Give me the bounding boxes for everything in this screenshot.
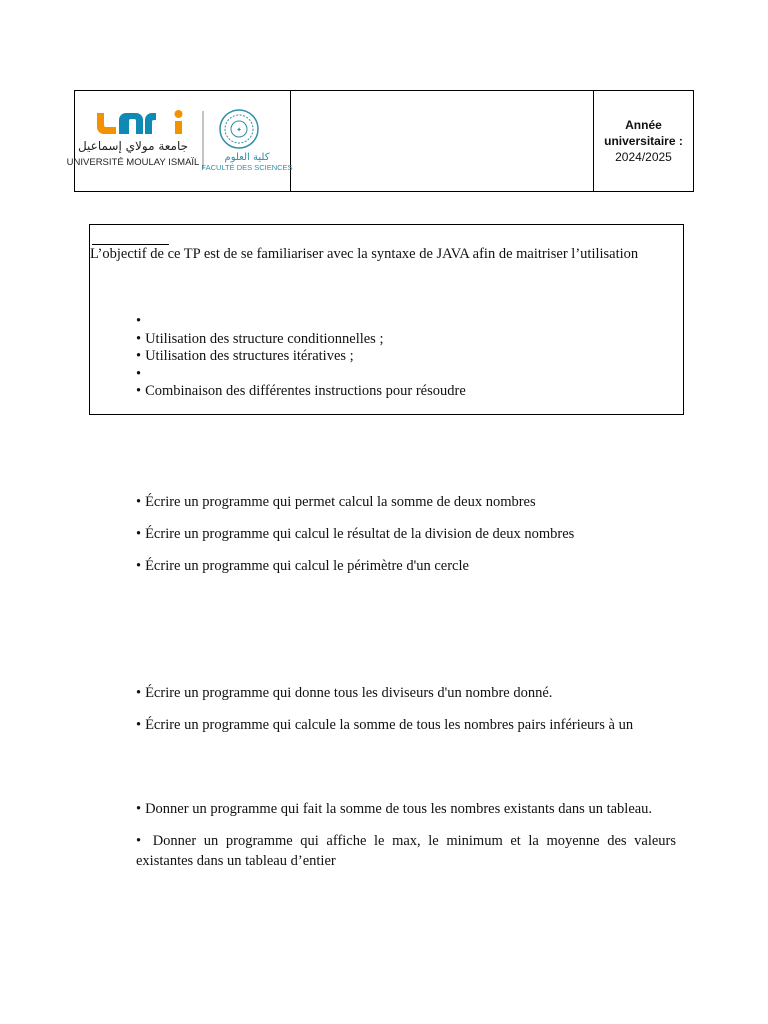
- list-item: • Combinaison des différentes instructions pour résoudre: [136, 383, 466, 399]
- list-item: •: [136, 313, 142, 329]
- exercise-item: • Écrire un programme qui calcul le périmètre d'un cercle: [136, 558, 469, 574]
- university-logos: [66, 107, 293, 173]
- exercise-item: • Écrire un programme qui calcul le résultat de la division de deux nombres: [136, 526, 575, 542]
- year-label-line2: universitaire :: [604, 134, 683, 148]
- exercise-item: • Donner un programme qui fait la somme de tous les nombres existants dans un tableau.: [136, 801, 653, 817]
- year-value: 2024/2025: [615, 150, 672, 164]
- year-label-line1: Année: [625, 118, 662, 132]
- umi-logo-icon: [97, 110, 183, 134]
- list-item: • Utilisation des structures itératives ;: [136, 348, 354, 364]
- exercise-item: • Donner un programme qui affiche le max, le minimum et la moyenne des valeurs existantes dans un tableau d’entier: [136, 833, 677, 869]
- faculty-arabic-text: كلية العلوم: [224, 152, 270, 163]
- svg-text:✦: ✦: [236, 126, 242, 134]
- header-empty-cell: [291, 91, 594, 191]
- objectives-underline: [92, 244, 169, 245]
- header-table: [66, 90, 694, 192]
- faculty-seal-icon: [220, 110, 258, 148]
- objectives-box: [89, 224, 684, 415]
- faculty-latin-text: FACULTÉ DES SCIENCES: [201, 163, 293, 172]
- umi-latin-text: UNIVERSITÉ MOULAY ISMAÏL: [66, 157, 200, 168]
- list-item: • Utilisation des structure conditionnelles ;: [136, 330, 384, 347]
- logo-cell: [66, 91, 293, 191]
- objectives-list: [136, 313, 466, 401]
- exercise-item: • Écrire un programme qui donne tous les diviseurs d'un nombre donné.: [136, 685, 553, 701]
- exercise-item: • Écrire un programme qui calcule la somme de tous les nombres pairs inférieurs à un: [136, 717, 634, 733]
- list-item: •: [136, 365, 142, 382]
- umi-arabic-text: جامعة مولاي إسماعيل: [77, 139, 189, 153]
- objectives-intro: L’objectif de ce TP est de se familiariser avec la syntaxe de JAVA afin de maitriser l’utilisation: [90, 246, 639, 262]
- academic-year-cell: [594, 91, 693, 191]
- exercise-item: • Écrire un programme qui permet calcul la somme de deux nombres: [136, 494, 536, 510]
